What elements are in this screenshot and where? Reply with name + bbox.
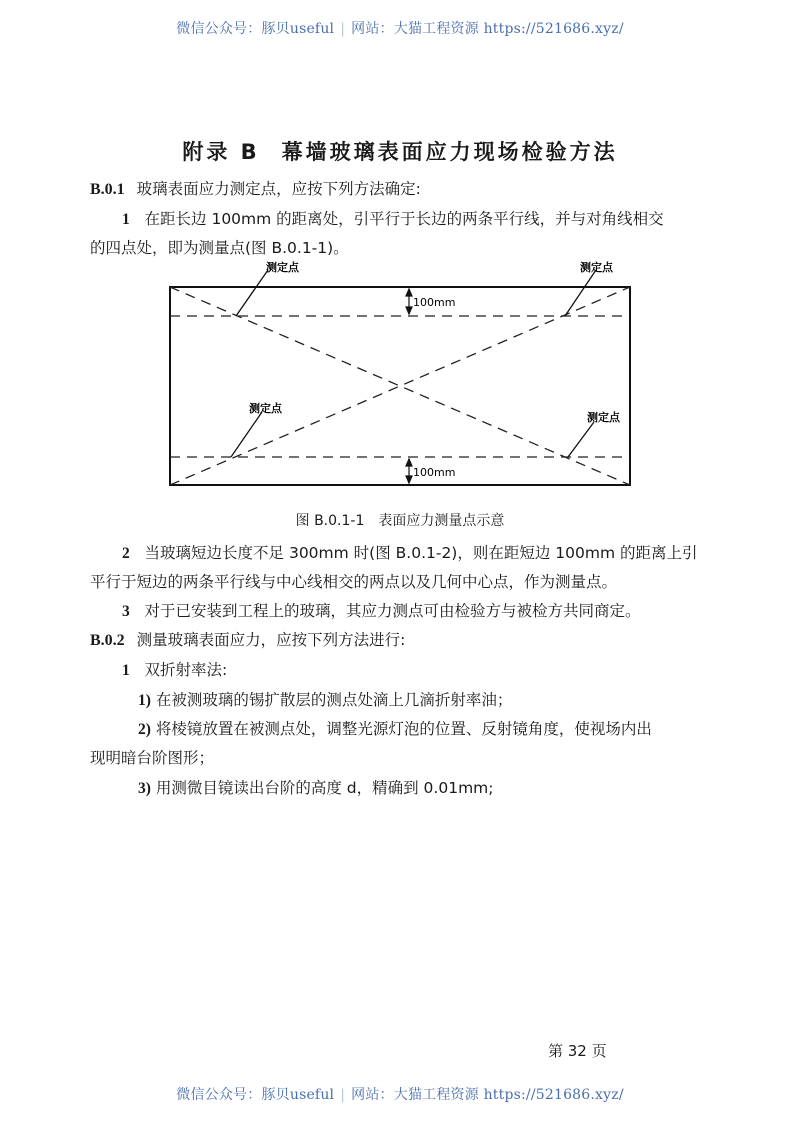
watermark-wechat: 微信公众号：豚贝useful — [176, 1087, 335, 1103]
sub-item-text: 在被测玻璃的锡扩散层的测点处滴上几滴折射率油； — [155, 691, 513, 709]
watermark-wechat: 微信公众号：豚贝useful — [176, 21, 335, 37]
watermark-website: 网站：大猫工程资源 https://521686.xyz/ — [351, 1087, 624, 1103]
b01-item2-line2: 平行于短边的两条平行线与中心线相交的两点以及几何中心点，作为测量点。 — [90, 573, 618, 591]
watermark-separator: | — [340, 21, 346, 37]
clause-text: 玻璃表面应力测定点，应按下列方法确定: — [136, 180, 421, 198]
label-point-bottom-left: 测定点 — [249, 402, 282, 415]
item-number: 3 — [122, 603, 130, 620]
label-dimension-top: 100mm — [413, 296, 456, 309]
appendix-title: 幕墙玻璃表面应力现场检验方法 — [281, 140, 618, 164]
sub-item-text: 用测微目镜读出台阶的高度 d，精确到 0.01mm; — [155, 779, 494, 797]
b02-sub1 — [138, 689, 512, 712]
clause-number: B.0.1 — [90, 181, 125, 198]
label-point-top-left: 测定点 — [266, 261, 299, 274]
appendix-label: 附录 B — [182, 140, 260, 164]
sub-item-number: 2) — [138, 721, 151, 738]
clause-number: B.0.2 — [90, 632, 125, 649]
b02-item1 — [122, 659, 227, 682]
b02-sub2-line1 — [138, 718, 652, 741]
b01-item3 — [122, 600, 641, 623]
page-number: 第 32 页 — [548, 1042, 607, 1060]
item-number: 1 — [122, 662, 130, 679]
label-point-top-right: 测定点 — [580, 261, 613, 274]
watermark-website: 网站：大猫工程资源 https://521686.xyz/ — [351, 21, 624, 37]
watermark-footer — [0, 1084, 800, 1104]
dashed-lines — [170, 287, 630, 485]
figure-number: 图 B.0.1-1 — [295, 513, 365, 529]
sub-item-number: 3) — [138, 780, 151, 797]
b01-item1-line2: 的四点处，即为测量点(图 B.0.1-1)。 — [90, 239, 349, 257]
measurement-point-diagram — [0, 0, 800, 520]
dimension-arrows — [406, 289, 412, 483]
clause-b02 — [90, 629, 405, 652]
label-dimension-bottom: 100mm — [413, 466, 456, 479]
item-text: 对于已安装到工程上的玻璃，其应力测点可由检验方与被检方共同商定。 — [144, 602, 641, 620]
item-number: 1 — [122, 211, 130, 228]
item-text: 双折射率法: — [144, 661, 228, 679]
sub-item-text: 将棱镜放置在被测点处，调整光源灯泡的位置、反射镜角度，使视场内出 — [155, 720, 652, 738]
watermark-separator: | — [340, 1087, 346, 1103]
clause-text: 测量玻璃表面应力，应按下列方法进行: — [136, 631, 406, 649]
figure-title: 表面应力测量点示意 — [378, 513, 505, 529]
sub-item-number: 1) — [138, 692, 151, 709]
item-text: 在距长边 100mm 的距离处，引平行于长边的两条平行线，并与对角线相交 — [144, 210, 664, 228]
figure-caption — [0, 510, 800, 530]
item-number: 2 — [122, 545, 130, 562]
b01-item2-line1 — [122, 542, 698, 565]
item-text: 当玻璃短边长度不足 300mm 时(图 B.0.1-2)，则在距短边 100mm 的距离上引 — [144, 544, 698, 562]
b02-sub3 — [138, 777, 494, 800]
b02-sub2-line2: 现明暗台阶图形； — [90, 749, 215, 767]
label-point-bottom-right: 测定点 — [587, 411, 620, 424]
